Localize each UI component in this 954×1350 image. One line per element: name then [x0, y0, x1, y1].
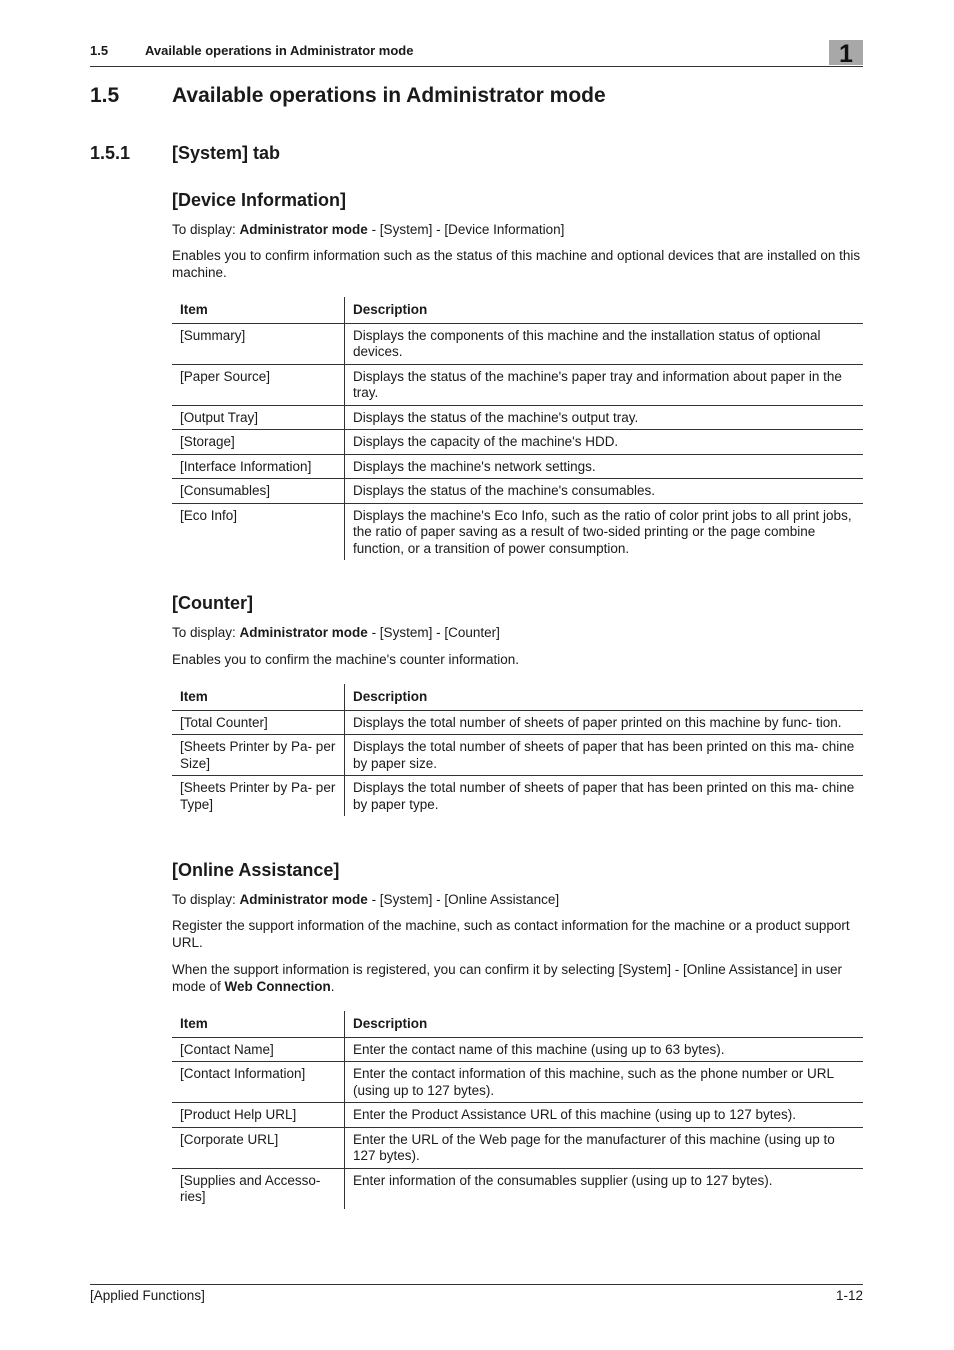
- display-mode: Administrator mode: [239, 222, 368, 237]
- display-path: - [System] - [Device Information]: [367, 222, 565, 237]
- online-assistance-display-path: [172, 891, 863, 908]
- item-cell: [Output Tray]: [172, 405, 345, 430]
- online-assistance-rows: [172, 1037, 863, 1209]
- table-row: [172, 1103, 863, 1128]
- column-header-item: Item: [172, 1011, 345, 1037]
- table-row: [172, 323, 863, 364]
- item-cell: [Product Help URL]: [172, 1103, 345, 1128]
- page-title-number: 1.5: [90, 84, 120, 107]
- section-online-assistance: [172, 860, 863, 1209]
- display-prefix: To display:: [172, 222, 240, 237]
- description-cell: Displays the total number of sheets of paper that has been printed on this ma- chine by paper size.: [353, 739, 855, 771]
- description-cell: Enter the URL of the Web page for the manufacturer of this machine (using up to 127 bytes).: [353, 1131, 835, 1163]
- description-cell: Displays the total number of sheets of paper printed on this machine by func- tion.: [353, 714, 842, 730]
- description-cell: Enter the Product Assistance URL of this machine (using up to 127 bytes).: [353, 1107, 796, 1122]
- device-information-table: [172, 297, 863, 560]
- section-counter: [172, 593, 863, 816]
- table-header-row: [172, 297, 863, 323]
- description-cell: Displays the machine's network settings.: [353, 458, 596, 474]
- device-information-heading: [Device Information]: [172, 190, 347, 210]
- online-assistance-intro: Register the support information of the machine, such as contact information for the machine or a product support URL.: [172, 918, 850, 950]
- item-cell: [Total Counter]: [172, 710, 345, 735]
- note-suffix: .: [330, 979, 335, 994]
- description-cell: Enter the contact name of this machine (using up to 63 bytes).: [353, 1041, 725, 1057]
- item-cell: [Consumables]: [172, 479, 345, 504]
- table-row: [172, 1062, 863, 1103]
- device-information-intro: Enables you to confirm information such as the status of this machine and optional devices that are installed on this machine.: [172, 248, 861, 280]
- item-cell: [Storage]: [172, 430, 345, 455]
- header-section-number: 1.5: [90, 43, 109, 58]
- page-footer: [90, 1284, 863, 1303]
- header-section-title: Available operations in Administrator mode: [145, 43, 414, 58]
- subsection-title: [90, 143, 280, 164]
- description-cell: Displays the machine's Eco Info, such as the ratio of color print jobs to all print jobs, the ratio of paper saving as a result of two-sided printing or the page combine function, or a transition of power consumption.: [353, 507, 852, 556]
- subsection-number: 1.5.1: [90, 143, 131, 163]
- online-assistance-table: [172, 1011, 863, 1209]
- description-cell: Displays the status of the machine's paper tray and information about paper in the tray.: [353, 368, 842, 400]
- description-cell: Enter the contact information of this machine, such as the phone number or URL (using up to 127 bytes).: [353, 1066, 834, 1098]
- column-header-description: Description: [353, 302, 428, 317]
- item-cell: [Contact Information]: [172, 1062, 345, 1103]
- table-row: [172, 430, 863, 455]
- counter-table: [172, 684, 863, 816]
- description-cell: Displays the total number of sheets of paper that has been printed on this ma- chine by paper type.: [353, 780, 855, 812]
- item-cell: [Sheets Printer by Pa- per Size]: [172, 735, 345, 776]
- item-cell: [Sheets Printer by Pa- per Type]: [172, 776, 345, 817]
- item-cell: [Corporate URL]: [172, 1127, 345, 1168]
- display-mode: Administrator mode: [239, 625, 368, 640]
- item-cell: [Contact Name]: [172, 1037, 345, 1062]
- device-information-display-path: [172, 221, 863, 238]
- description-cell: Enter information of the consumables supplier (using up to 127 bytes).: [353, 1172, 773, 1188]
- table-row: [172, 710, 863, 735]
- description-cell: Displays the status of the machine's output tray.: [353, 409, 639, 425]
- display-prefix: To display:: [172, 625, 240, 640]
- chapter-number-badge: 1: [829, 40, 863, 65]
- column-header-item: Item: [172, 297, 345, 323]
- table-row: [172, 405, 863, 430]
- note-bold: Web Connection: [224, 979, 331, 994]
- item-cell: [Summary]: [172, 323, 345, 364]
- table-header-row: [172, 1011, 863, 1037]
- online-assistance-note: [172, 961, 863, 995]
- table-row: [172, 1168, 863, 1209]
- column-header-description: Description: [353, 689, 428, 704]
- subsection-text: [System] tab: [172, 143, 281, 163]
- table-header-row: [172, 684, 863, 710]
- section-device-information: [172, 190, 863, 560]
- display-prefix: To display:: [172, 892, 240, 907]
- display-path: - [System] - [Counter]: [367, 625, 500, 640]
- description-cell: Displays the status of the machine's consumables.: [353, 483, 655, 498]
- item-cell: [Paper Source]: [172, 364, 345, 405]
- table-row: [172, 454, 863, 479]
- table-row: [172, 1037, 863, 1062]
- table-row: [172, 735, 863, 776]
- display-mode: Administrator mode: [239, 892, 368, 907]
- counter-heading: [Counter]: [172, 593, 253, 613]
- item-cell: [Eco Info]: [172, 503, 345, 560]
- description-cell: Displays the components of this machine and the installation status of optional devices.: [353, 327, 821, 359]
- footer-manual-title: [Applied Functions]: [90, 1288, 205, 1303]
- table-row: [172, 479, 863, 504]
- item-cell: [Interface Information]: [172, 454, 345, 479]
- column-header-item: Item: [172, 684, 345, 710]
- column-header-description: Description: [353, 1016, 428, 1031]
- online-assistance-heading: [Online Assistance]: [172, 860, 340, 880]
- note-prefix: When the support information is registered, you can confirm it by selecting [System] - [Online Assistance] in user mode of: [172, 962, 843, 994]
- counter-display-path: [172, 624, 863, 641]
- running-header: [90, 40, 863, 67]
- page-title-text: Available operations in Administrator mode: [172, 84, 606, 107]
- counter-intro: Enables you to confirm the machine's counter information.: [172, 652, 520, 667]
- table-row: [172, 364, 863, 405]
- table-row: [172, 503, 863, 560]
- footer-page-number: 1-12: [835, 1288, 863, 1303]
- display-path: - [System] - [Online Assistance]: [367, 892, 560, 907]
- counter-rows: [172, 710, 863, 816]
- table-row: [172, 776, 863, 817]
- description-cell: Displays the capacity of the machine's HDD.: [353, 434, 619, 449]
- page-title: [90, 84, 606, 108]
- device-information-rows: [172, 323, 863, 560]
- table-row: [172, 1127, 863, 1168]
- item-cell: [Supplies and Accesso- ries]: [172, 1168, 345, 1209]
